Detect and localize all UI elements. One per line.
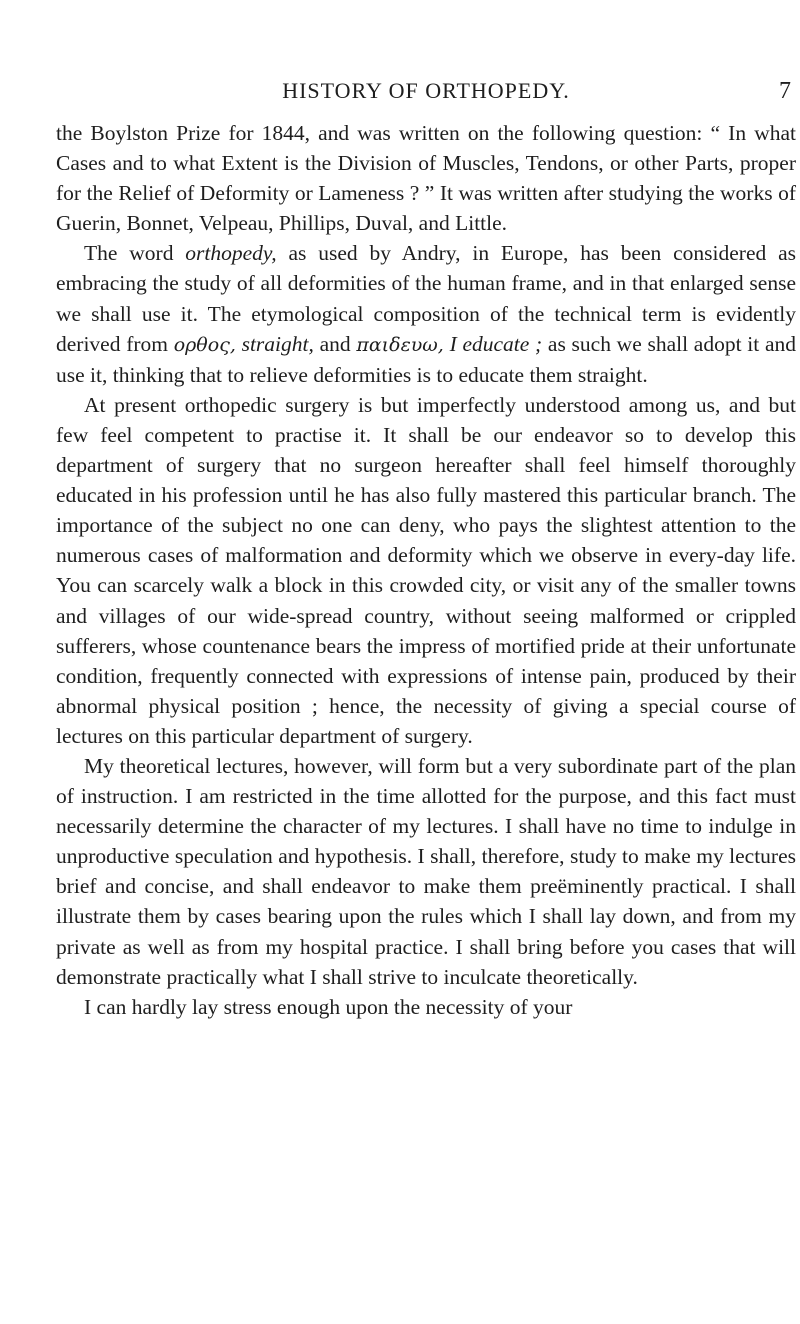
paragraph-2-text-b: as used by Andry, in Europe, has been considered as embracing the study of all deformities of the human frame, and in that enlarged sense we shall use it. The etymological composition of the technical term is evidently derived from	[56, 241, 796, 356]
paragraph-1	[56, 118, 796, 238]
paragraph-2-text-a: The word	[84, 241, 186, 266]
paragraph-1-text: the Boylston Prize for 1844, and was written on the following question: “ In what Cases and to what Extent is the Division of Muscles, Tendons, or other Parts, proper for the Relief of Deformity or Lameness ? ” It was written after studying the works of Guerin, Bonnet, Velpeau, Phillips, Duval, and Little.	[56, 121, 796, 236]
paragraph-5-text: I can hardly lay stress enough upon the necessity of your	[84, 994, 573, 1019]
paragraph-2-text-d: as such we shall adopt it and use it, thinking that to relieve deformities is to educate them straight.	[56, 331, 796, 387]
paragraph-3-text: At present orthopedic surgery is but imperfectly understood among us, and but few feel competent to practise it. It shall be our endeavor so to develop this department of surgery that no surgeon hereafter shall feel himself thoroughly educated in his profession until he has also fully mastered this particular branch. The importance of the subject no one can deny, who pays the slightest attention to the numerous cases of malformation and deformity which we observe in every-day life. You can scarcely walk a block in this crowded city, or visit any of the smaller towns and villages of our wide-spread country, without seeing malformed or crippled sufferers, whose countenance bears the impress of mortified pride at their unfortunate condition, frequently connected with expressions of intense pain, produced by their abnormal physical position ; hence, the necessity of giving a special course of lectures on this particular department of surgery.	[56, 392, 796, 748]
paragraph-2-text-c: and	[313, 331, 357, 356]
paragraph-4-text: My theoretical lectures, however, will form but a very subordinate part of the plan of instruction. I am restricted in the time allotted for the purpose, and this fact must necessarily determine the character of my lectures. I shall have no time to indulge in unproductive speculation and hypothesis. I shall, therefore, study to make my lectures brief and concise, and shall endeavor to make them preëminently practical. I shall illustrate them by cases bearing upon the rules which I shall lay down, and from my private as well as from my hospital practice. I shall bring before you cases that will demonstrate practically what I shall strive to inculcate theoretically.	[56, 753, 796, 989]
term-i-educate: I educate ;	[443, 331, 543, 356]
paragraph-2	[56, 238, 796, 389]
page-number: 7	[779, 78, 792, 104]
running-title: HISTORY OF ORTHOPEDY.	[282, 78, 570, 103]
paragraph-3	[56, 390, 796, 751]
greek-orthos: ορθος,	[173, 333, 236, 356]
term-orthopedy: orthopedy,	[185, 241, 277, 266]
term-straight: straight,	[235, 331, 314, 356]
paragraph-5	[56, 992, 796, 1022]
running-head	[56, 78, 796, 108]
body-text	[56, 118, 796, 1022]
greek-paideuo: παιδευω,	[356, 333, 444, 356]
paragraph-4	[56, 751, 796, 992]
